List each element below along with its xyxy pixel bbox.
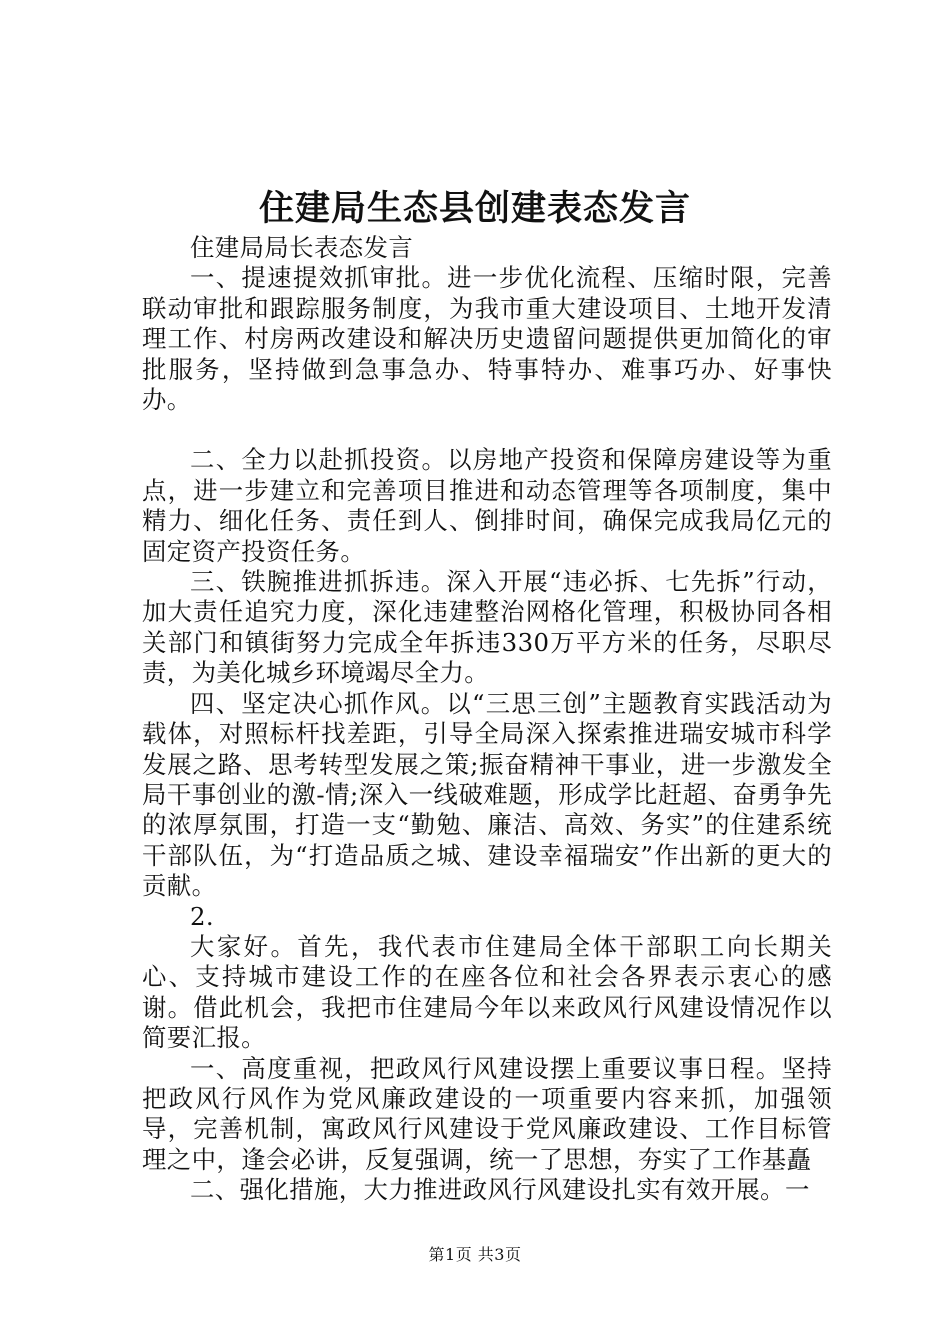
- paragraph-item-1: 一、提速提效抓审批。进一步优化流程、压缩时限，完善联动审批和跟踪服务制度，为我市重大建设项目、土地开发清理工作、村房两改建设和解决历史遗留问题提供更加简化的审批服务，坚持做到急事急办、特事特办、难事巧办、好事快办。: [142, 263, 832, 415]
- paragraph-point-2: 二、强化措施，大力推进政风行风建设扎实有效开展。一: [190, 1175, 810, 1205]
- paragraph-item-2: 二、全力以赴抓投资。以房地产投资和保障房建设等为重点，进一步建立和完善项目推进和动态管理等各项制度，集中精力、细化任务、责任到人、倒排时间，确保完成我局亿元的固定资产投资任务。: [142, 445, 832, 566]
- document-body: [142, 233, 832, 1206]
- paragraph-item-4: 四、坚定决心抓作风。以“三思三创”主题教育实践活动为载体，对照标杆找差距，引导全局深入探索推进瑞安城市科学发展之路、思考转型发展之策;振奋精神干事业，进一步激发全局干事创业的激-情;深入一线破难题，形成学比赶超、奋勇争先的浓厚氛围，打造一支“勤勉、廉洁、高效、务实”的住建系统干部队伍，为“打造品质之城、建设幸福瑞安”作出新的更大的贡献。: [142, 688, 832, 901]
- paragraph-greeting: 大家好。首先，我代表市住建局全体干部职工向长期关心、支持城市建设工作的在座各位和社会各界表示衷心的感谢。借此机会，我把市住建局今年以来政风行风建设情况作以简要汇报。: [142, 931, 832, 1053]
- paragraph-item-3: 三、铁腕推进抓拆违。深入开展“违必拆、七先拆”行动，加大责任追究力度，深化违建整治网格化管理，积极协同各相关部门和镇街努力完成全年拆违330万平方米的任务，尽职尽责，为美化城乡环境竭尽全力。: [142, 567, 832, 688]
- page-title: 住建局生态县创建表态发言: [258, 189, 691, 229]
- paragraph-subtitle: 住建局局长表态发言: [190, 233, 414, 262]
- paragraph-section-2-marker: 2.: [190, 901, 215, 931]
- paragraph-point-1: 一、高度重视，把政风行风建设摆上重要议事日程。坚持把政风行风作为党风廉政建设的一项重要内容来抓，加强领导，完善机制，寓政风行风建设于党风廉政建设、工作目标管理之中，逢会必讲，反复强调，统一了思想，夯实了工作基矗: [142, 1053, 832, 1174]
- page-footer: 第1页 共3页: [428, 1245, 522, 1264]
